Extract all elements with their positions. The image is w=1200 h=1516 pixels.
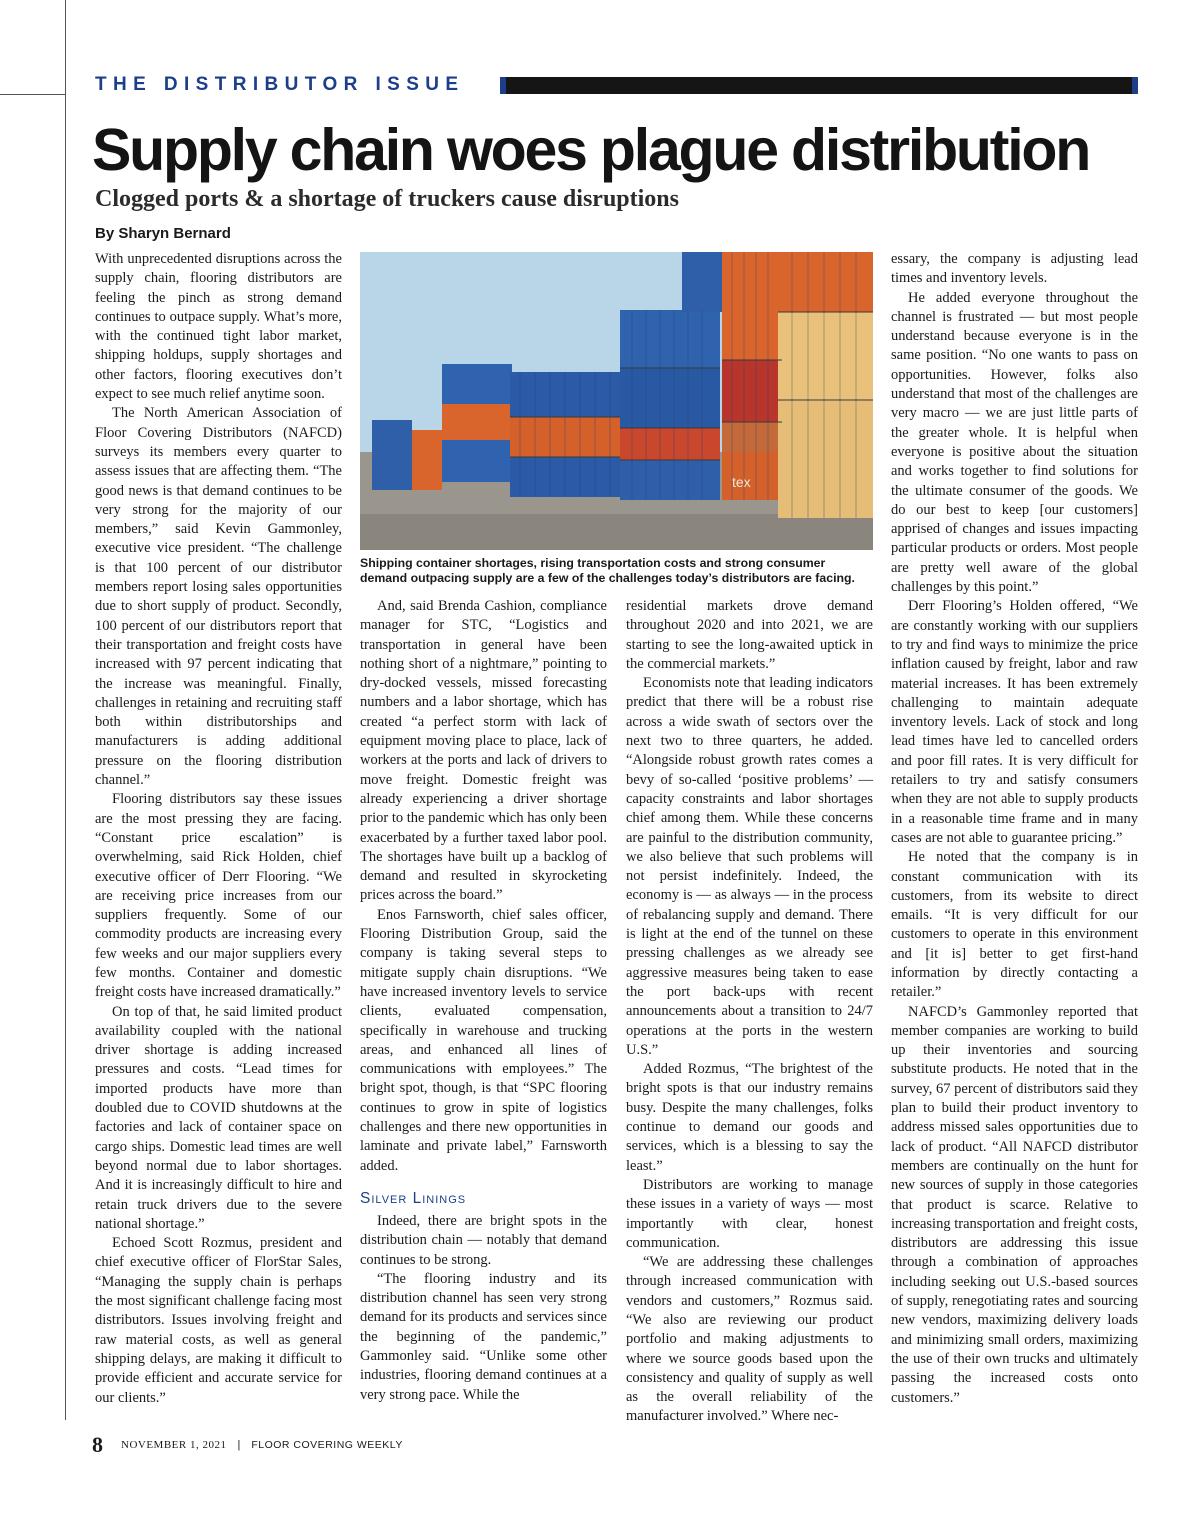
paragraph: He added everyone throughout the channel is frustrated — but most people understand because everyone is in the same position. “No one wants to pass on opportunities. However, folks also understand that most of the challenges are very macro — we are just little parts of the greater whole. It is helpful when everyone is positive about the situation and works together to find solutions for the ultimate consumer of the goods. We do our best to keep [our customers] apprised of changes and issues impacting particular products or orders. Most people are pretty well aware of the global challenges by this point.” — [891, 289, 1138, 596]
paragraph: Echoed Scott Rozmus, president and chief executive officer of FlorStar Sales, “Managing the supply chain is perhaps the most significant challenge facing most distributors. Issues involving freight and raw material costs, as well as general shipping delays, are making it difficult to provide efficient and accurate service for our clients.” — [95, 1235, 342, 1406]
paragraph: And, said Brenda Cashion, compliance manager for STC, “Logistics and transportation in general have been nothing short of a nightmare,” pointing to dry-docked vessels, missed forecasting numbers and a labor shortage, which has created “a perfect storm with lack of equipment moving place to place, lack of workers at the ports and lack of drivers to move freight. Domestic freight was already experiencing a driver shortage prior to the pandemic which has only been exacerbated by a further taxed labor pool. The shortages have built up a backlog of demand and resulted in skyrocketing prices across the board.” — [360, 598, 607, 904]
page-number: 8 — [92, 1432, 103, 1457]
crop-mark-vertical — [65, 0, 66, 1420]
paragraph: Enos Farnsworth, chief sales officer, Flooring Distribution Group, said the company is taking several steps to mitigate supply chain disruptions. “We have increased inventory levels to service clients, evaluated compensation, specifically in warehouse and trucking areas, and enhanced all lines of communications with employees.” The bright spot, though, is that “SPC flooring continues to grow in spite of logistics challenges and there new opportunities in laminate and private label,” Farnsworth added. — [360, 906, 607, 1174]
article-column-1 — [95, 250, 342, 1408]
paragraph: Flooring distributors say these issues are the most pressing they are facing. “Constant price escalation” is overwhelming, said Rick Holden, chief executive officer of Derr Flooring. “We are receiving price increases from our suppliers frequently. Some of our commodity products are increasing every few weeks and our major suppliers every few months. Container and domestic freight costs have increased dramatically.” — [95, 791, 342, 1001]
paragraph: On top of that, he said limited product availability coupled with the national driver shortage is adding increased pressures and costs. “Lead times for imported products have more than doubled due to COVID shutdowns at the factories and lack of container space on cargo ships. Domestic lead times are well beyond normal due to labor shortages. And it is increasingly difficult to hire and retain truck drivers due to the severe national shortage.” — [95, 1003, 342, 1232]
photo-caption: Shipping container shortages, rising transportation costs and strong consumer demand outpacing supply are a few of the challenges today’s distributors are facing. — [360, 556, 855, 585]
section-kicker: THE DISTRIBUTOR ISSUE — [95, 74, 465, 95]
publication-name: FLOOR COVERING WEEKLY — [251, 1439, 403, 1451]
container-yard-photo — [360, 252, 873, 550]
subheadline: Clogged ports & a shortage of truckers cause disruptions — [95, 186, 679, 212]
paragraph: He noted that the company is in constant communication with its customers, from its website to direct emails. “It is very difficult for our customers to operate in this environment and [it is] better to get first-hand information by directly contacting a retailer.” — [891, 849, 1138, 1001]
shipping-containers-image — [360, 252, 873, 550]
page-footer — [92, 1432, 403, 1458]
kicker-rule — [500, 77, 1138, 94]
crop-mark-horizontal — [0, 94, 66, 95]
article-column-4 — [891, 250, 1138, 1408]
paragraph: “We are addressing these challenges through increased communication with vendors and customers,” Rozmus said. “We also are reviewing our product portfolio and making adjustments to where we source goods based upon the consistency and quality of supply as well as the overall reliability of the manufacturer involved.” Where nec- — [626, 1254, 873, 1425]
paragraph: With unprecedented disruptions across the supply chain, flooring distributors are feeling the pinch as strong demand continues to outpace supply. What’s more, with the continued tight labor market, shipping holdups, supply shortages and other factors, flooring executives don’t expect to see much relief anytime soon. — [95, 251, 342, 403]
footer-separator: | — [237, 1439, 241, 1451]
byline: By Sharyn Bernard — [95, 225, 231, 242]
container-logo-text: tex — [732, 474, 751, 490]
paragraph: Economists note that leading indicators predict that there will be a robust rise across a wide swath of sectors over the next two to three quarters, he added. “Alongside robust growth rates comes a bevy of so-called ‘positive problems’ — capacity constraints and labor shortages chief among them. While these concerns are painful to the distribution community, we also believe that such problems will not persist indefinitely. Indeed, the economy is — as always — in the process of rebalancing supply and demand. There is light at the end of the tunnel on these pressing challenges as we already see aggressive measures being taken to ease the port back-ups with recent announcements about a transition to 24/7 operations at the ports in the western U.S.” — [626, 675, 873, 1058]
article-column-2 — [360, 597, 607, 1405]
paragraph: essary, the company is adjusting lead times and inventory levels. — [891, 251, 1138, 287]
section-heading: Silver Linings — [360, 1189, 467, 1207]
paragraph: Added Rozmus, “The brightest of the bright spots is that our industry remains busy. Despite the many challenges, folks continue to demand our goods and services, which is a blessing to say the least.” — [626, 1061, 873, 1174]
paragraph: Derr Flooring’s Holden offered, “We are constantly working with our suppliers to try and find ways to minimize the price inflation caused by freight, labor and raw material increases. It has been extremely challenging to maintain adequate inventory levels. Lack of stock and long lead times have led to cancelled orders and poor fill rates. It is very difficult for retailers to try and satisfy consumers when they are not able to supply products in a reasonable time frame and in many cases are not able to guarantee pricing.” — [891, 598, 1138, 846]
paragraph: Indeed, there are bright spots in the distribution chain — notably that demand continues to be strong. — [360, 1212, 607, 1268]
paragraph: The North American Association of Floor Covering Distributors (NAFCD) surveys its members every quarter to assess issues that are affecting them. “The good news is that demand continues to be very strong for the majority of our members,” said Kevin Gammonley, executive vice president. “The challenge is that 100 percent of our distributor members report losing sales opportunities due to short supply of product. Secondly, 100 percent of our distributors report that their transportation and freight costs have increased with 97 percent indicating that the increase was meaningful. Finally, challenges in retaining and recruiting staff both within distributorships and manufacturers is adding additional pressure on the flooring distribution channel.” — [95, 405, 342, 789]
paragraph: residential markets drove demand throughout 2020 and into 2021, we are starting to see the long-awaited uptick in the commercial markets.” — [626, 598, 873, 672]
article-column-3 — [626, 597, 873, 1427]
paragraph: “The flooring industry and its distribution channel has seen very strong demand for its products and services since the beginning of the pandemic,” Gammonley said. “Unlike some other industries, flooring demand continues at a very strong pace. While the — [360, 1270, 607, 1403]
headline: Supply chain woes plague distribution — [92, 117, 1090, 183]
issue-date: NOVEMBER 1, 2021 — [121, 1439, 227, 1451]
paragraph: Distributors are working to manage these issues in a variety of ways — most importantly with clear, honest communication. — [626, 1176, 873, 1251]
paragraph: NAFCD’s Gammonley reported that member companies are working to build up their inventories and sourcing substitute products. He noted that in the survey, 67 percent of distributors said they plan to build their product inventory to address missed sales opportunities due to lack of product. “All NAFCD distributor members are continually on the hunt for new sources of supply in those categories that product is scarce. Relative to increasing transportation and freight costs, distributors are addressing this issue through a combination of approaches including seeking out U.S.-based sources of supply, renegotiating rates and sourcing new vendors, maximizing delivery loads and minimizing small orders, maximizing the use of their own trucks and ultimately passing the increased costs onto customers.” — [891, 1003, 1138, 1406]
